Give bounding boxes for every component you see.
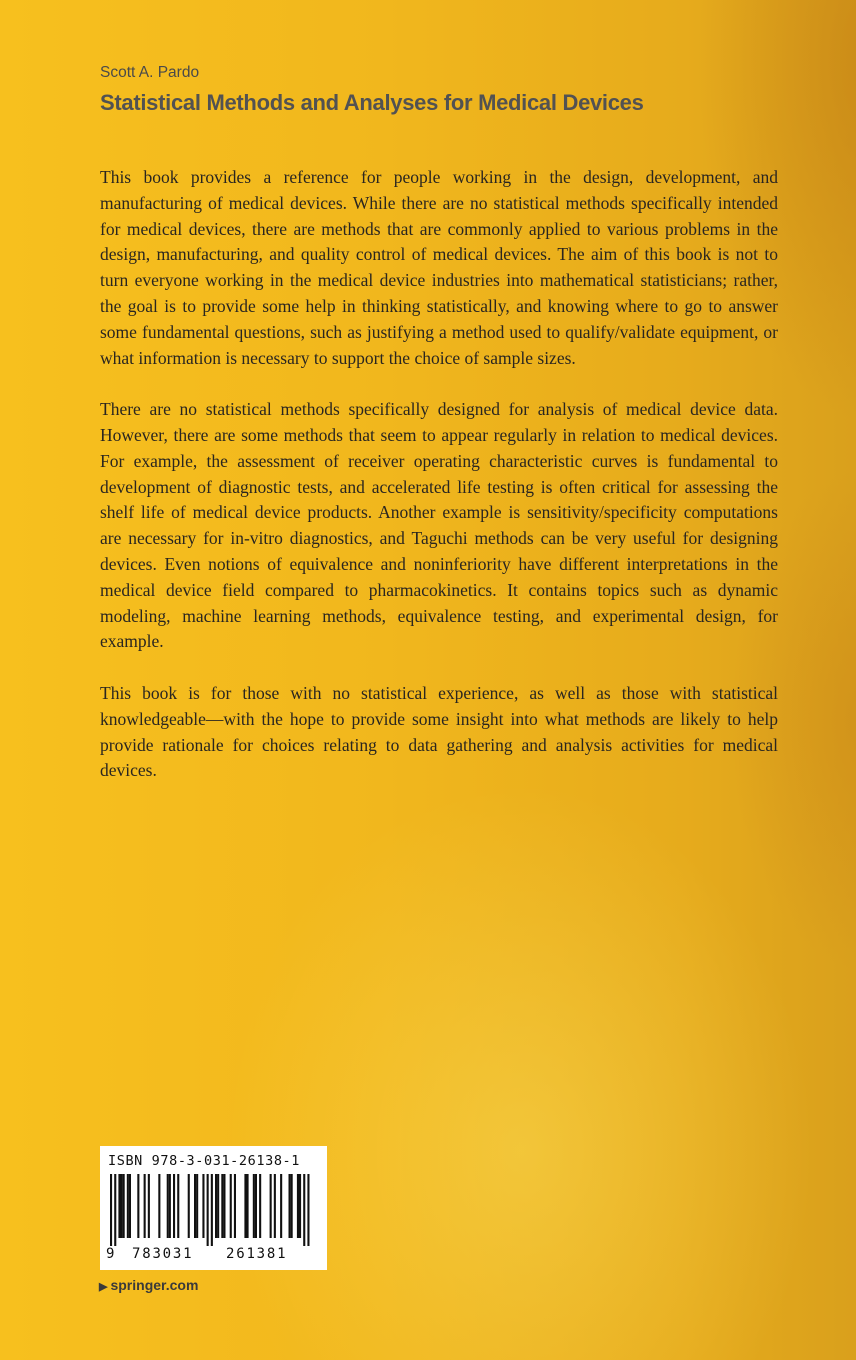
barcode-left-digits: 783031 bbox=[132, 1246, 194, 1262]
publisher-link[interactable] bbox=[99, 1277, 198, 1293]
blurb-paragraph-1: This book provides a reference for people working in the design, development, and manufacturing of medical devices. While there are no statistical methods specifically intended for medical devices, there are methods that are commonly applied to various problems in the design, manufacturing, and quality control of medical devices. The aim of this book is not to turn everyone working in the medical device industries into mathematical statisticians; rather, the goal is to provide some help in thinking statistically, and knowing where to go to answer some fundamental questions, such as justifying a method used to qualify/validate equipment, or what information is necessary to support the choice of sample sizes. bbox=[100, 167, 778, 368]
barcode-bar bbox=[137, 1174, 139, 1238]
barcode-bar bbox=[221, 1174, 223, 1238]
blurb bbox=[100, 165, 778, 810]
barcode-bar bbox=[167, 1174, 169, 1238]
barcode-bar bbox=[196, 1174, 198, 1238]
barcode-bar bbox=[299, 1174, 301, 1238]
barcode-bar bbox=[223, 1174, 225, 1238]
barcode-bar bbox=[253, 1174, 255, 1238]
barcode-bar bbox=[123, 1174, 125, 1238]
barcode-bar bbox=[217, 1174, 219, 1238]
barcode-bar bbox=[297, 1174, 299, 1238]
blurb-paragraph-2: There are no statistical methods specifically designed for analysis of medical device data. However, there are some methods that seem to appear regularly in relation to medical devices. For example, the assessment of receiver operating characteristic curves is fundamental to development of diagnostic tests, and accelerated life testing is often critical for assessing the shelf life of medical device products. Another example is sensitivity/specificity computations are necessary for in-vitro diagnostics, and Taguchi methods can be very useful for designing devices. Even notions of equivalence and noninferiority have different interpretations in the medical device field compared to pharmacokinetics. It contains topics such as dynamic modeling, machine learning methods, equivalence testing, and experimental design, for example. bbox=[100, 399, 778, 652]
barcode-bar bbox=[110, 1174, 112, 1246]
triangle-right-icon: ▶ bbox=[99, 1281, 108, 1293]
barcode-first-digit: 9 bbox=[106, 1246, 115, 1262]
barcode-bar bbox=[129, 1174, 131, 1238]
barcode-bar bbox=[207, 1174, 209, 1246]
barcode-bar bbox=[202, 1174, 204, 1238]
barcode-bar bbox=[127, 1174, 129, 1238]
barcode-bar bbox=[303, 1174, 305, 1246]
blurb-paragraph-3: This book is for those with no statistical experience, as well as those with statistical knowledgeable—with the hope to provide some insight into what methods are likely to help provide rationale for choices relating to data gathering and analysis activities for medical devices. bbox=[100, 682, 778, 781]
barcode-bar bbox=[270, 1174, 272, 1238]
barcode-bar bbox=[144, 1174, 146, 1238]
barcode-bar bbox=[169, 1174, 171, 1238]
barcode-bar bbox=[194, 1174, 196, 1238]
barcode-bar bbox=[230, 1174, 232, 1238]
book-title: Statistical Methods and Analyses for Medical Devices bbox=[100, 90, 644, 115]
barcode-bar bbox=[215, 1174, 217, 1238]
barcode-bar bbox=[289, 1174, 291, 1238]
barcode-bar bbox=[148, 1174, 150, 1238]
isbn-barcode-box bbox=[100, 1146, 327, 1270]
barcode-bar bbox=[247, 1174, 249, 1238]
barcode-bar bbox=[255, 1174, 257, 1238]
barcode-bar bbox=[211, 1174, 213, 1246]
barcode-bar bbox=[188, 1174, 190, 1238]
barcode-bar bbox=[173, 1174, 175, 1238]
barcode-right-digits: 261381 bbox=[226, 1246, 288, 1262]
barcode-digits bbox=[106, 1246, 321, 1266]
isbn-label: ISBN 978-3-031-26138-1 bbox=[108, 1153, 301, 1169]
publisher-url: springer.com bbox=[110, 1277, 199, 1293]
barcode-bar bbox=[259, 1174, 261, 1238]
barcode-bar bbox=[244, 1174, 246, 1238]
barcode-bar bbox=[177, 1174, 179, 1238]
barcode-icon bbox=[110, 1174, 316, 1246]
barcode-bar bbox=[114, 1174, 116, 1246]
barcode-bar bbox=[307, 1174, 309, 1246]
barcode-bar bbox=[118, 1174, 120, 1238]
author-name: Scott A. Pardo bbox=[100, 64, 200, 81]
barcode-bar bbox=[274, 1174, 276, 1238]
barcode-bar bbox=[121, 1174, 123, 1238]
barcode-bar bbox=[280, 1174, 282, 1238]
barcode-bar bbox=[234, 1174, 236, 1238]
barcode-bar bbox=[291, 1174, 293, 1238]
barcode-bar bbox=[158, 1174, 160, 1238]
